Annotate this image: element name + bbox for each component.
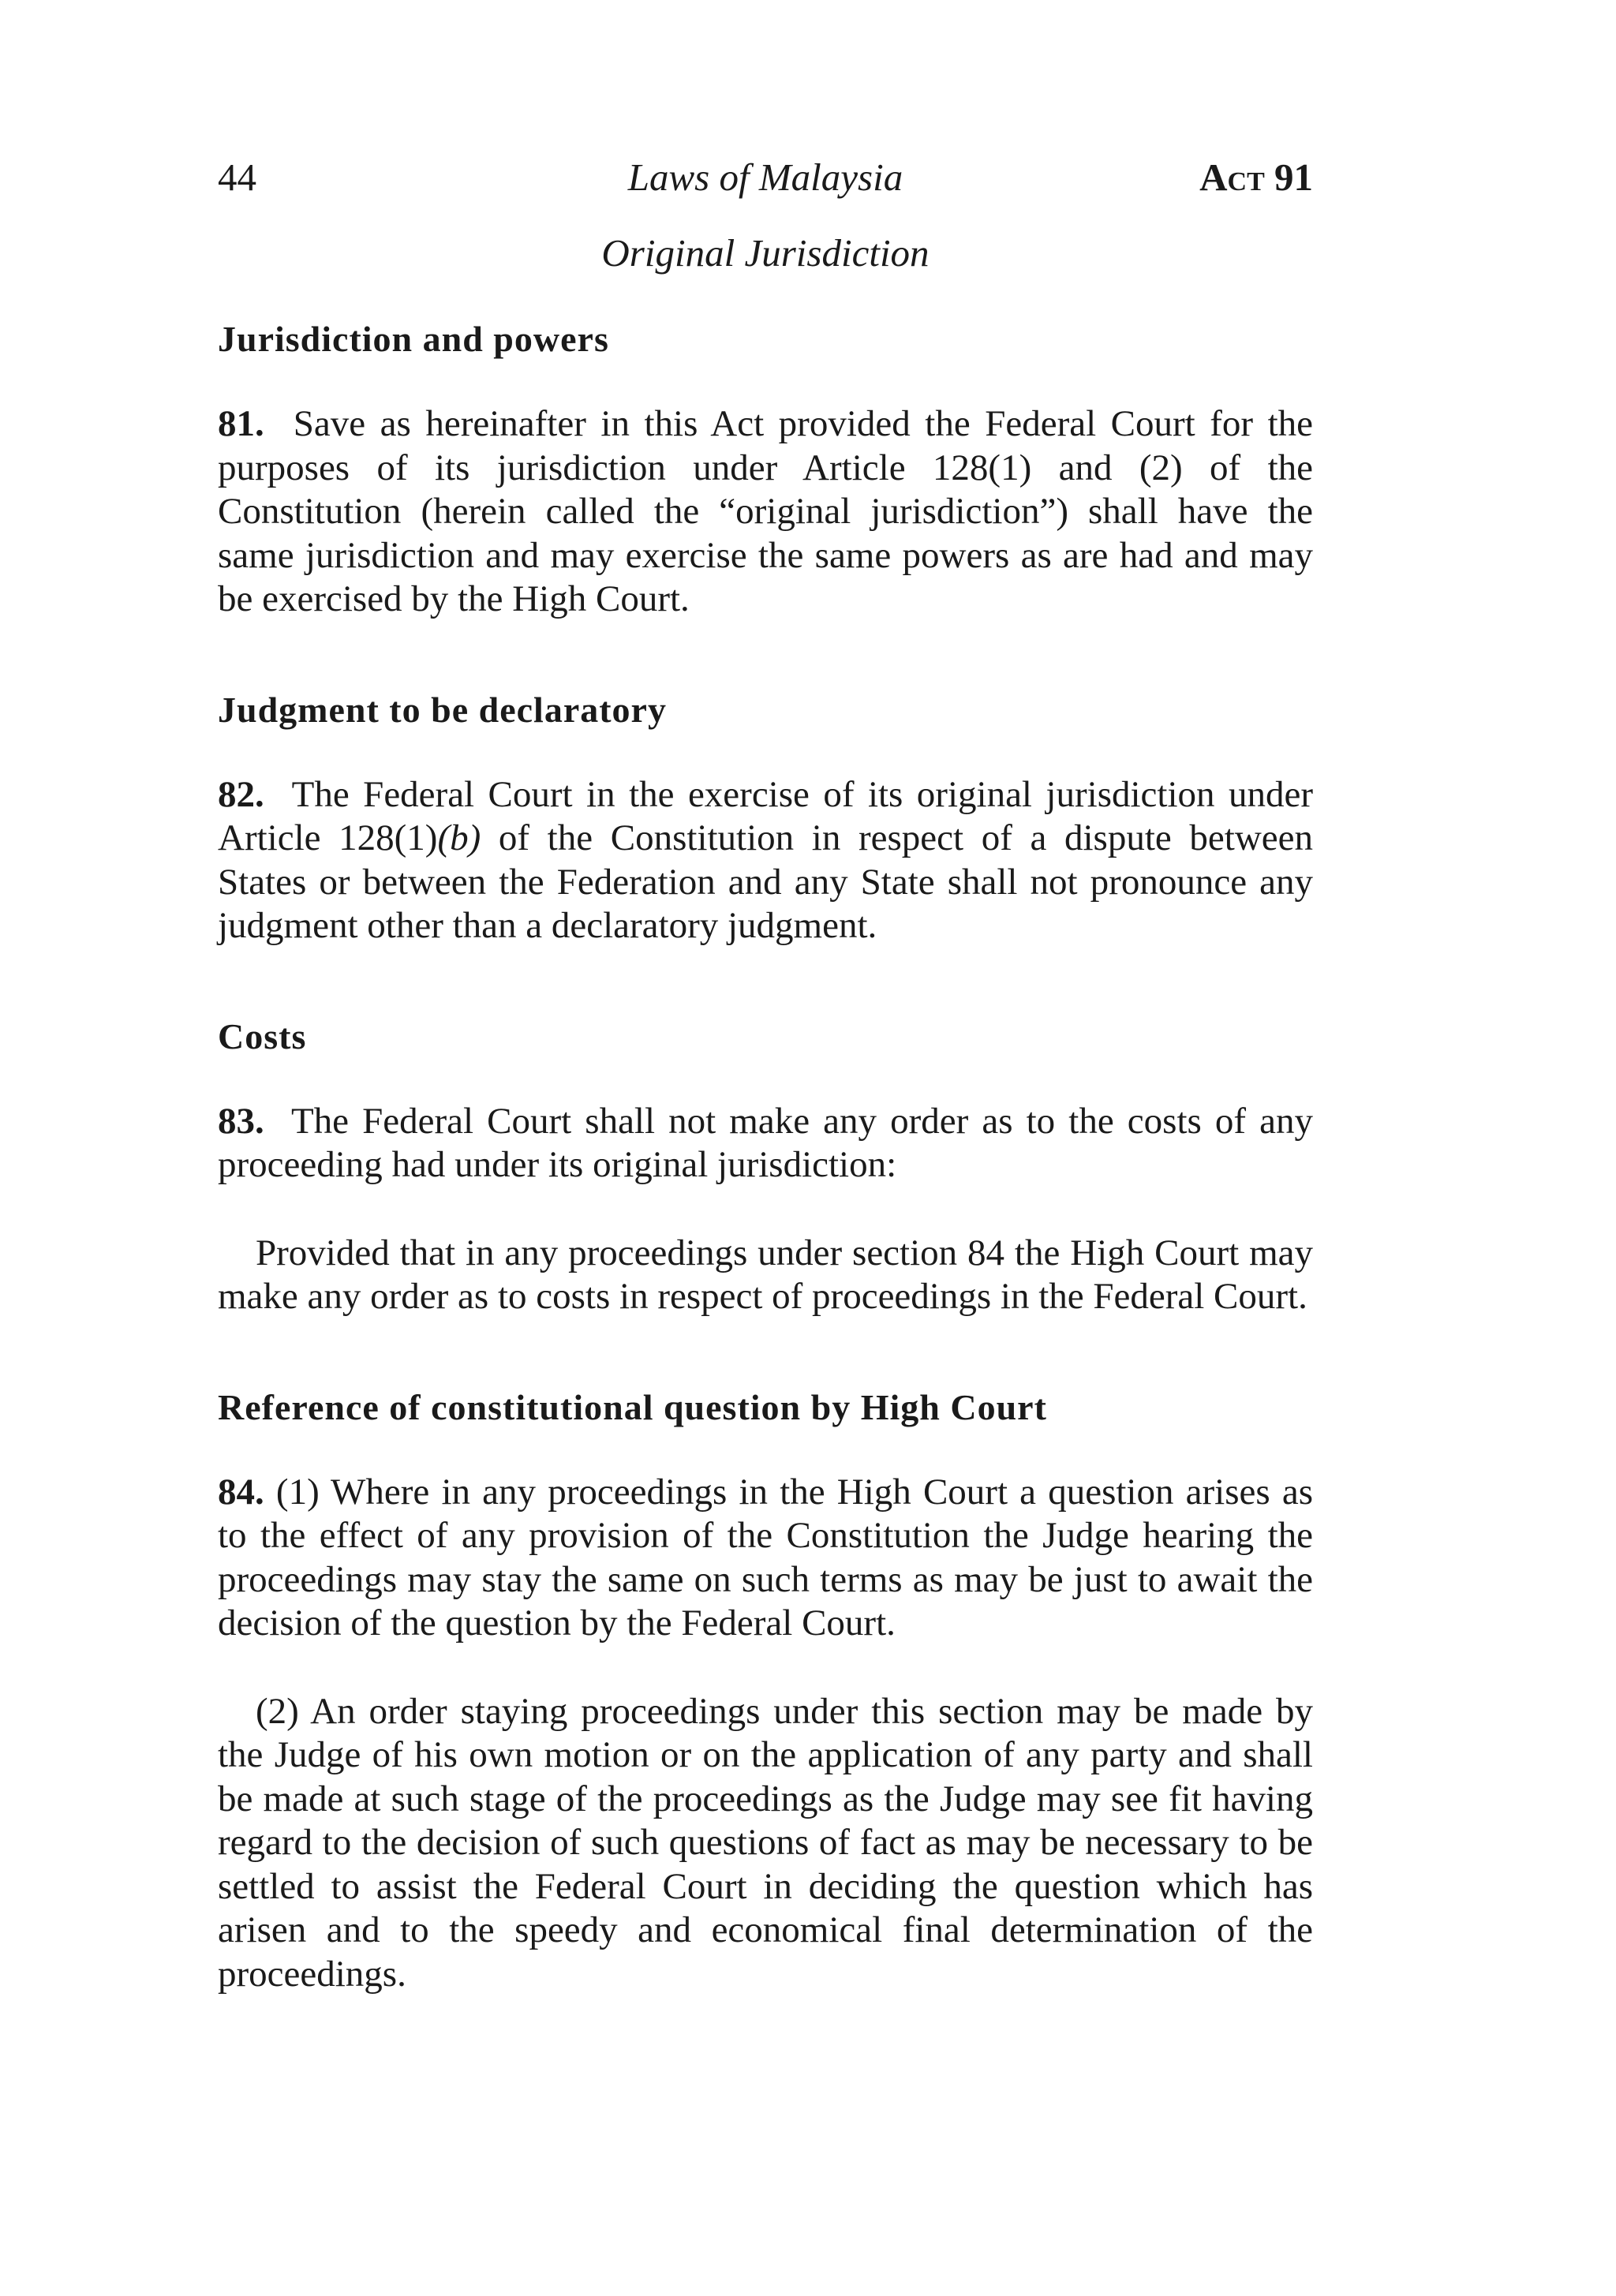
section-83 (218, 1015, 1313, 1319)
subsection-2: (2) An order staying proceedings under this section may be made by the Judge of his own motion or on the application of any party and shall be made at such stage of the proceedings as the Judge may see fit having regard to the decision of such questions of fact as may be necessary to be settled to assist the Federal Court in deciding the question which has arisen and to the speedy and economical final determination of the proceedings. (218, 1690, 1313, 1995)
section-number: 81. (218, 403, 264, 444)
act-number: Act 91 (1199, 155, 1313, 199)
section-heading: Reference of constitutional question by High Court (218, 1386, 1047, 1427)
section-number: 82. (218, 773, 264, 815)
section-heading: Jurisdiction and powers (218, 319, 609, 359)
section-body: Save as hereinafter in this Act provided the Federal Court for the purposes of its jurisdiction under Article 128(1) and (2) of the Constitution (herein called the “original jurisdiction”) shall have the same jurisdiction and may exercise the same powers as are had and may be exercised by the High Court. (218, 403, 1313, 619)
section-body-part-2: of the Constitution in respect of a dispute between States or between the Federation and any State shall not pronounce any judgment other than a declaratory judgment. (218, 817, 1313, 946)
section-82 (218, 688, 1313, 948)
proviso-text: Provided that in any proceedings under section 84 the High Court may make any order as to costs in respect of proceedings in the Federal Court. (218, 1232, 1313, 1317)
section-text (218, 402, 1313, 622)
running-header (218, 155, 1313, 210)
section-body-part-1: The Federal Court in the exercise of its original jurisdiction under Article 128(1) (218, 773, 1313, 858)
section-body: The Federal Court shall not make any order as to the costs of any proceeding had under its original jurisdiction: (218, 1100, 1313, 1185)
subsection-1-text: (1) Where in any proceedings in the High Court a question arises as to the effect of any provision of the Constitution the Judge hearing the proceedings may stay the same on such terms as may be just to await the decision of the question by the Federal Court. (218, 1471, 1313, 1643)
section-text (218, 1100, 1313, 1187)
section-body-italic: (b) (437, 817, 481, 858)
section-number: 83. (218, 1100, 264, 1142)
section-heading: Costs (218, 1015, 307, 1056)
document-page (218, 155, 1313, 1996)
section-number: 84. (218, 1471, 264, 1513)
subsection-1 (218, 1471, 1313, 1646)
section-heading: Judgment to be declaratory (218, 689, 667, 730)
section-84 (218, 1385, 1313, 1997)
section-text (218, 773, 1313, 948)
part-heading: Original Jurisdiction (601, 231, 930, 275)
page-number: 44 (218, 155, 256, 199)
section-81 (218, 317, 1313, 622)
publication-title: Laws of Malaysia (627, 155, 903, 199)
